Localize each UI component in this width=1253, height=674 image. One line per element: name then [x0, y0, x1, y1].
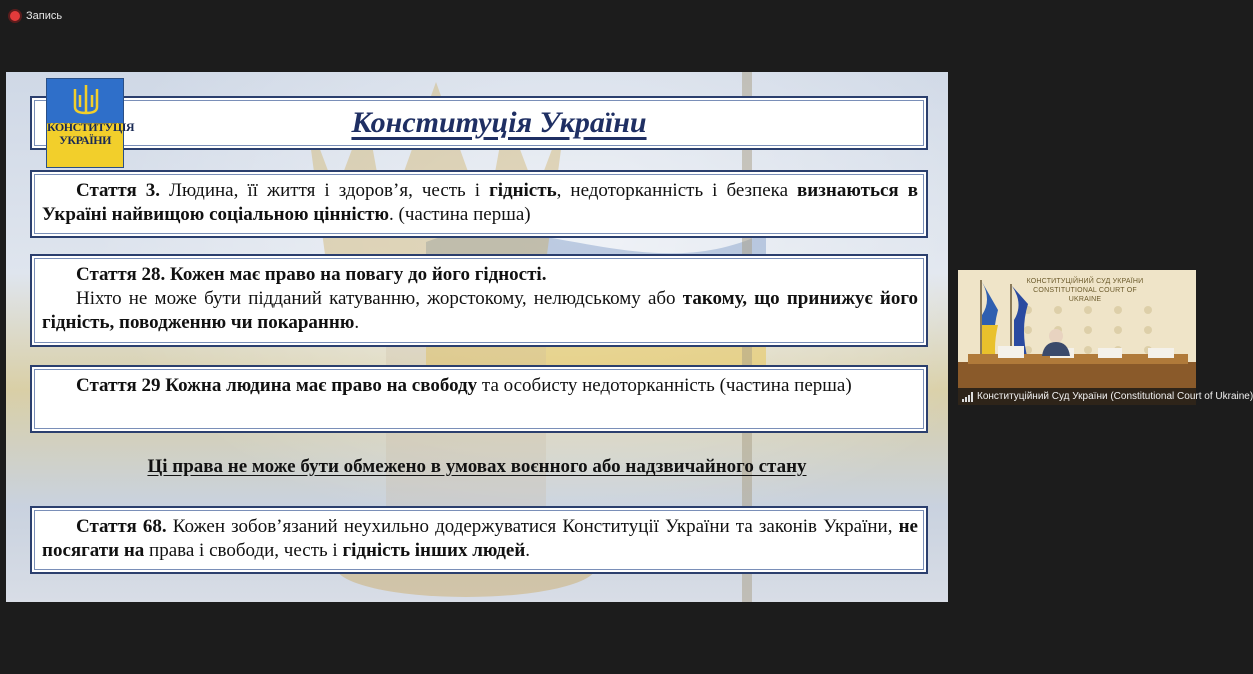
restriction-note: Ці права не може бути обмежено в умовах воєнного або надзвичайного стану	[147, 456, 807, 477]
recording-label: Запись	[26, 10, 63, 22]
article-68-box: Стаття 68. Кожен зобов’язаний неухильно додержуватися Конституції України та законів України, не посягати на права і свободи, честь і гідність інших людей.	[30, 506, 928, 574]
article-28-box: Стаття 28. Кожен має право на повагу до його гідності. Ніхто не може бути підданий катуванню, жорстокому, нелюдському або такому, що принижує його гідність, поводженню чи покаранню.	[30, 254, 928, 347]
article-29-box: Стаття 29 Кожна людина має право на свободу та особисту недоторканність (частина перша)	[30, 365, 928, 433]
participant-video-tile[interactable]	[958, 270, 1253, 405]
court-header-text: КОНСТИТУЦІЙНИЙ СУД УКРАЇНИ CONSTITUTIONAL COURT OF UKRAINE	[1026, 278, 1144, 303]
slide-title: Конституція України	[351, 106, 647, 139]
article-3-box: Стаття 3. Людина, її життя і здоров’я, честь і гідність, недоторканність і безпека визнаються в Україні найвищою соціальною цінністю. (частина перша)	[30, 170, 928, 238]
signal-bars-icon	[962, 392, 973, 402]
recording-indicator	[10, 10, 62, 22]
record-dot-icon	[10, 11, 20, 21]
trident-icon	[69, 83, 103, 119]
shared-slide	[6, 72, 948, 602]
participant-name: Конституційний Суд України (Constitutional Court of Ukraine)	[977, 391, 1253, 402]
constitution-logo	[46, 78, 135, 168]
participant-name-bar	[958, 388, 1253, 405]
logo-text: КОНСТИТУЦІЯ УКРАЇНИ	[47, 120, 135, 147]
slide-title-box	[30, 96, 928, 150]
